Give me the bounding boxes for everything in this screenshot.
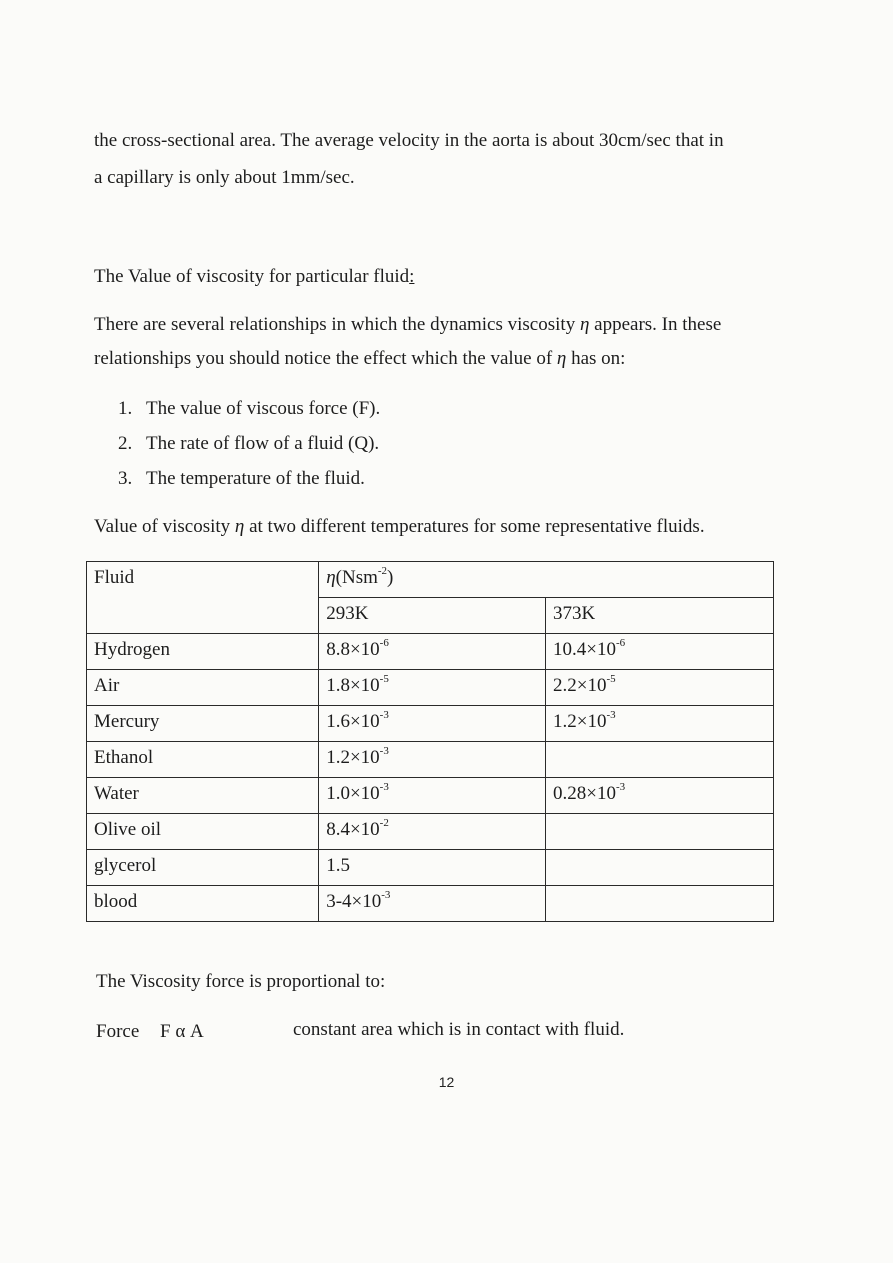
cell-293k <box>319 706 546 742</box>
table-row <box>87 670 774 706</box>
cell-293k-mantissa: 8.8×10 <box>326 639 380 660</box>
cell-293k-exponent: -3 <box>379 780 389 793</box>
cell-293k-exponent: -2 <box>379 816 389 829</box>
header-temp-373: 373K <box>546 598 774 634</box>
table-caption <box>94 515 705 539</box>
para-line-2 <box>94 347 625 371</box>
cell-373k-mantissa: 2.2×10 <box>553 675 607 696</box>
cell-293k <box>319 670 546 706</box>
cell-373k <box>546 670 774 706</box>
cell-373k-mantissa: 1.2×10 <box>553 711 607 732</box>
table-row <box>87 850 774 886</box>
header-temp-293: 293K <box>319 598 546 634</box>
cell-293k-mantissa: 1.0×10 <box>326 783 380 804</box>
para-line-1-end: appears. In these <box>589 314 722 335</box>
cell-373k-exponent: -3 <box>616 780 626 793</box>
cell-fluid: Water <box>87 778 319 814</box>
caption-text: Value of viscosity <box>94 516 235 537</box>
proportional-relation: F α A <box>160 1021 204 1042</box>
section-heading-text: The Value of viscosity for particular fluid <box>94 266 410 287</box>
cell-373k <box>546 742 774 778</box>
effects-list <box>118 397 380 502</box>
cell-fluid: Olive oil <box>87 814 319 850</box>
cell-373k <box>546 850 774 886</box>
cell-293k-exponent: -6 <box>379 636 389 649</box>
cell-293k <box>319 850 546 886</box>
para-line-2-end: has on: <box>566 348 626 369</box>
cell-373k-exponent: -3 <box>606 708 616 721</box>
section-heading-colon: : <box>409 266 415 287</box>
list-item <box>118 432 380 467</box>
cell-fluid: blood <box>87 886 319 922</box>
cell-293k <box>319 742 546 778</box>
cell-fluid: Ethanol <box>87 742 319 778</box>
list-item-number: 3. <box>118 468 133 489</box>
proportional-label: Force <box>96 1021 140 1042</box>
list-item <box>118 467 380 502</box>
table-row <box>87 742 774 778</box>
list-item <box>118 397 380 432</box>
table-body <box>87 634 774 922</box>
cell-373k-mantissa: 0.28×10 <box>553 783 617 804</box>
header-viscosity <box>319 562 774 598</box>
cell-293k-exponent: -3 <box>379 744 389 757</box>
cell-293k-exponent: -3 <box>381 888 391 901</box>
cell-293k-mantissa: 1.6×10 <box>326 711 380 732</box>
cell-373k <box>546 886 774 922</box>
cell-373k <box>546 706 774 742</box>
cell-373k <box>546 814 774 850</box>
intro-line-2: a capillary is only about 1mm/sec. <box>94 167 355 188</box>
table-row <box>87 886 774 922</box>
proportional-note: constant area which is in contact with fluid. <box>293 1019 625 1040</box>
cell-373k-exponent: -6 <box>616 636 626 649</box>
cell-373k-exponent: -5 <box>606 672 616 685</box>
header-fluid-label: Fluid <box>94 567 135 588</box>
cell-fluid: Mercury <box>87 706 319 742</box>
header-fluid <box>87 562 319 634</box>
cell-293k-mantissa: 1.8×10 <box>326 675 380 696</box>
list-item-number: 1. <box>118 398 133 419</box>
cell-fluid: Hydrogen <box>87 634 319 670</box>
viscosity-table <box>86 561 774 922</box>
para-line-1 <box>94 313 721 337</box>
cell-293k <box>319 778 546 814</box>
eta-symbol: η <box>234 516 245 537</box>
cell-293k <box>319 814 546 850</box>
table-row <box>87 634 774 670</box>
para-line-2-text: relationships you should notice the effect which the value of <box>94 348 557 369</box>
para-line-1-text: There are several relationships in which the dynamics viscosity <box>94 314 580 335</box>
header-unit-close: ) <box>387 567 394 588</box>
eta-symbol: η <box>556 348 567 369</box>
header-unit-exponent: -2 <box>377 564 388 577</box>
cell-293k-exponent: -5 <box>379 672 389 685</box>
cell-373k-mantissa: 10.4×10 <box>553 639 617 660</box>
intro-line-1: the cross-sectional area. The average velocity in the aorta is about 30cm/sec that in <box>94 130 724 151</box>
eta-symbol: η <box>326 567 336 588</box>
table-row <box>87 778 774 814</box>
cell-293k-mantissa: 1.2×10 <box>326 747 380 768</box>
section-heading <box>94 265 414 289</box>
cell-293k-mantissa: 1.5 <box>326 855 350 876</box>
cell-293k-mantissa: 8.4×10 <box>326 819 380 840</box>
list-item-number: 2. <box>118 433 133 454</box>
cell-373k <box>546 778 774 814</box>
cell-293k <box>319 886 546 922</box>
cell-fluid: glycerol <box>87 850 319 886</box>
proportional-intro: The Viscosity force is proportional to: <box>96 971 386 992</box>
list-item-text: The rate of flow of a fluid (Q). <box>146 433 380 454</box>
cell-293k-exponent: -3 <box>379 708 389 721</box>
list-item-text: The temperature of the fluid. <box>146 468 365 489</box>
page-number: 12 <box>438 1074 455 1090</box>
cell-293k-mantissa: 3-4×10 <box>326 891 382 912</box>
eta-symbol: η <box>579 314 590 335</box>
header-unit: (Nsm <box>335 567 378 588</box>
table-row <box>87 706 774 742</box>
caption-text-end: at two different temperatures for some representative fluids. <box>244 516 705 537</box>
table-row <box>87 814 774 850</box>
cell-293k <box>319 634 546 670</box>
table-header-row <box>87 562 774 598</box>
list-item-text: The value of viscous force (F). <box>146 398 381 419</box>
cell-fluid: Air <box>87 670 319 706</box>
cell-373k <box>546 634 774 670</box>
